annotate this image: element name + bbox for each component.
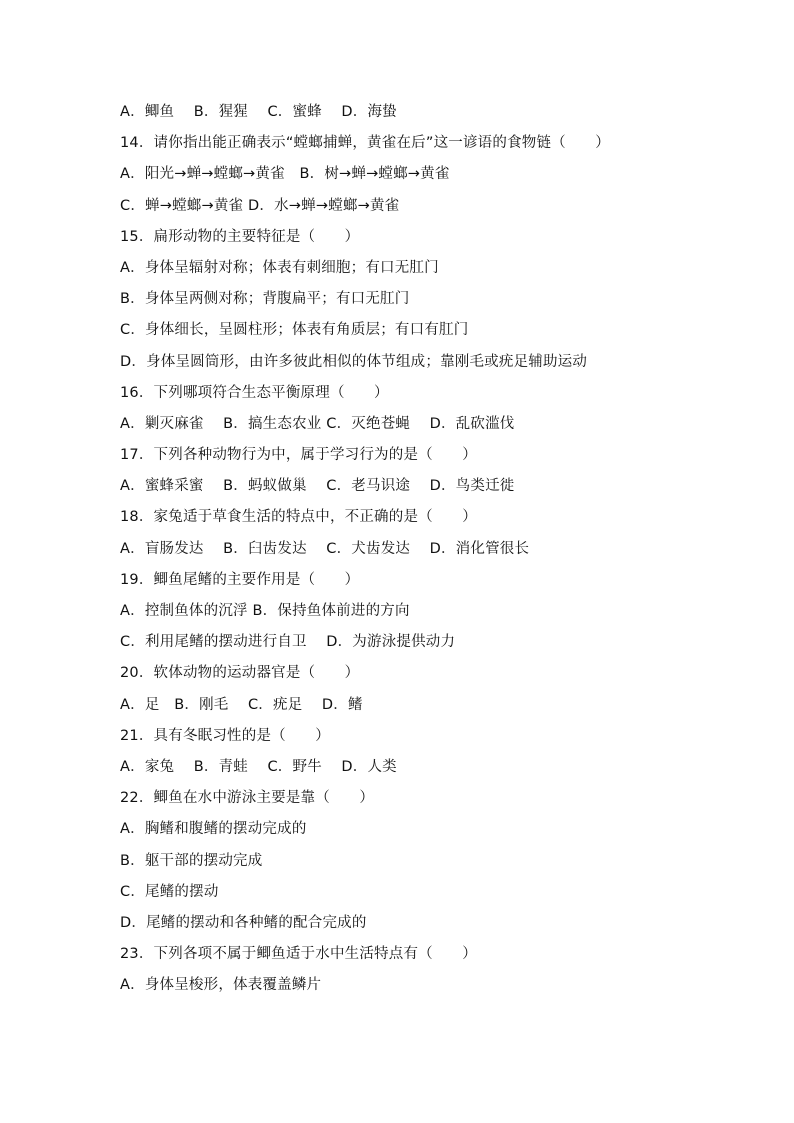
option-line: A．鲫鱼 B．猩猩 C．蜜蜂 D．海蛰 bbox=[120, 104, 397, 120]
option-line: C．身体细长，呈圆柱形；体表有角质层；有口有肛门 bbox=[120, 322, 469, 339]
option-line: A．盲肠发达 B．臼齿发达 C．犬齿发达 D．消化管很长 bbox=[120, 540, 530, 557]
question-line: 14．请你指出能正确表示“螳螂捕蝉，黄雀在后”这一谚语的食物链（ ） bbox=[120, 135, 610, 152]
option-line: D．尾鳍的摆动和各种鳍的配合完成的 bbox=[120, 914, 367, 931]
question-line: 15．扁形动物的主要特征是（ ） bbox=[120, 228, 360, 245]
question-line: 17．下列各种动物行为中，属于学习行为的是（ ） bbox=[120, 447, 477, 464]
option-line: A．控制鱼体的沉浮 B．保持鱼体前进的方向 bbox=[120, 603, 410, 619]
option-line: C．尾鳍的摆动 bbox=[120, 883, 219, 900]
option-line: A．身体呈辐射对称；体表有刺细胞；有口无肛门 bbox=[120, 259, 439, 276]
option-line: A．蜜蜂采蜜 B．蚂蚁做巢 C．老马识途 D．鸟类迁徙 bbox=[120, 478, 515, 495]
question-line: 20．软体动物的运动器官是（ ） bbox=[120, 665, 360, 682]
option-line: A．足 B．刚毛 C．疣足 D．鳍 bbox=[120, 696, 363, 713]
question-list bbox=[120, 97, 760, 1001]
option-line: B．躯干部的摆动完成 bbox=[120, 852, 263, 869]
question-line: 16．下列哪项符合生态平衡原理（ ） bbox=[120, 384, 389, 401]
option-line: B．身体呈两侧对称；背腹扁平；有口无肛门 bbox=[120, 291, 410, 308]
option-line: A．阳光→蝉→螳螂→黄雀 B．树→蝉→螳螂→黄雀 bbox=[120, 166, 450, 183]
option-line: A．家兔 B．青蛙 C．野牛 D．人类 bbox=[120, 758, 397, 775]
option-line: D．身体呈圆筒形，由许多彼此相似的体节组成；靠刚毛或疣足辅助运动 bbox=[120, 353, 588, 370]
question-line: 23．下列各项不属于鲫鱼适于水中生活特点有（ ） bbox=[120, 946, 477, 963]
option-line: C．利用尾鳍的摆动进行自卫 D．为游泳提供动力 bbox=[120, 634, 456, 651]
question-line: 22．鲫鱼在水中游泳主要是靠（ ） bbox=[120, 790, 375, 807]
question-line: 19．鲫鱼尾鳍的主要作用是（ ） bbox=[120, 571, 360, 588]
option-line: A．胸鳍和腹鳍的摆动完成的 bbox=[120, 821, 307, 838]
question-line: 18．家兔适于草食生活的特点中，不正确的是（ ） bbox=[120, 509, 477, 526]
option-line: A．身体呈梭形，体表覆盖鳞片 bbox=[120, 977, 322, 994]
question-line: 21．具有冬眠习性的是（ ） bbox=[120, 727, 330, 744]
option-line: C．蝉→螳螂→黄雀 D．水→蝉→螳螂→黄雀 bbox=[120, 197, 400, 214]
option-line: A．剿灭麻雀 B．搞生态农业 C．灭绝苍蝇 D．乱砍滥伐 bbox=[120, 415, 515, 432]
